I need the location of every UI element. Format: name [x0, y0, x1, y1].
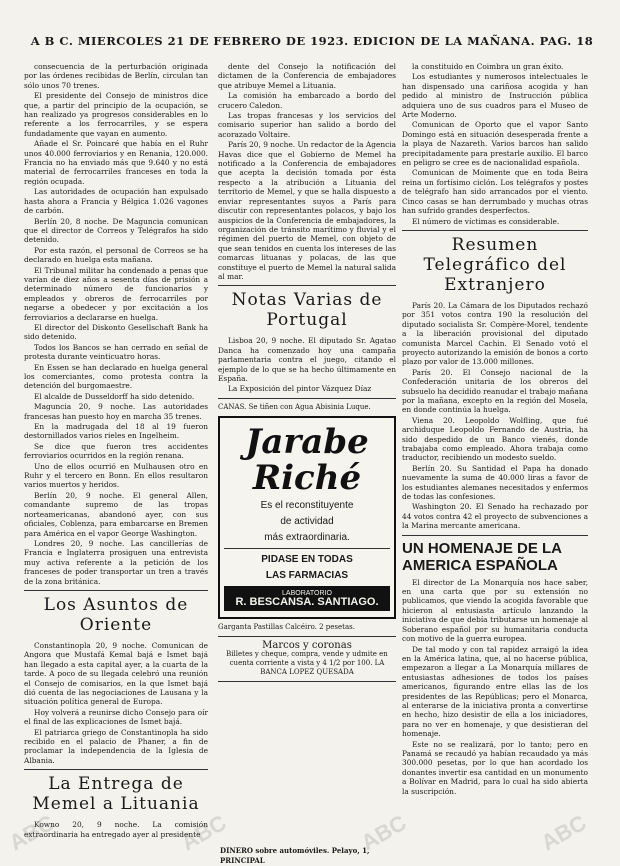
paragraph: Este no se realizará, por lo tanto; pero en Panamá se recaudó ya habían recaudado ya más 300.000 pesetas, por lo que han acordado los donantes invertir esa cantidad en un monumento a Bolívar en Madrid, para lo cual ha sido abierta la suscripción.	[402, 739, 588, 796]
abc-watermark: ABC	[356, 809, 411, 856]
paragraph: De tal modo y con tal rapidez arraigó la idea en la América latina, que, al no hacerse pública, empezaron a llegar a La Monarquía millares de entusiastas adhesiones de todos los países americanos, figurando entre ellas las de los presidentes de las Repúblicas; pero el Monarca, al enterarse de la iniciativa pronta a convertirse en hecho, hizo desistir de ella a los iniciadores, para no ver en homenaje, y que desistieran del homenaje.	[402, 644, 588, 739]
paragraph: Constantinopla 20, 9 noche. Comunican de Angora que Mustafá Kemal bajá e Ismet bajá han llegado a esta capital ayer, a la cuarta de la tarde. A poco de su llegada celebró una reunión el Consejo de comisarios, en la que Ismet bajá dió cuenta de las negociaciones de Lausana y la situación política general de Europa.	[24, 640, 208, 707]
paragraph: Washington 20. El Senado ha rechazado por 44 votos contra 42 el proyecto de subvenciones a la Marina mercante americana.	[402, 502, 588, 531]
paragraph: El director de La Monarquía nos hace saber, en una carta que por su extensión no publicamos, que viendo la acogida favorable que hicieron al entusiasta artículo lanzando la iniciativa de que debía tributarse un homenaje al Soberano español por su humanitaria conducta con motivo de la guerra europea.	[402, 577, 588, 644]
paragraph: Las autoridades de ocupación han expulsado hasta ahora a Francia y Bélgica 1.026 vagones de carbón.	[24, 187, 208, 216]
paragraph: Lisboa 20, 9 noche. El diputado Sr. Agatao Danca ha comenzado hoy una campaña parlamentaria contra el juego, citando el ejemplo de lo que se ha hecho últimamente en España.	[218, 336, 396, 383]
divider	[402, 230, 588, 231]
col1-paragraphs	[24, 62, 208, 586]
column-2	[218, 62, 396, 686]
paragraph: El patriarca griego de Constantinopla ha sido recibido en el palacio de Phaner, a fin de proclamar la independencia de la Iglesia de Albania.	[24, 727, 208, 765]
column-1	[24, 62, 208, 840]
paragraph: París 20. El Consejo nacional de la Confederación unitaria de los obreros del subsuelo ha decidido reanudar el trabajo mañana por la mañana, excepto en la región del Mosela, en donde continúa la huelga.	[402, 367, 588, 415]
ad-lab-name: R. BESCANSA. SANTIAGO.	[235, 596, 379, 609]
divider	[218, 398, 396, 399]
divider	[224, 548, 390, 549]
divider	[218, 636, 396, 637]
paragraph: Las tropas francesas y los servicios del comisario superior han salido a bordo del acorazado Voltaire.	[218, 111, 396, 139]
paragraph: Los estudiantes y numerosos intelectuales le han dispensado una cariñosa acogida y han pedido al ministro de Instrucción pública adquiera uno de sus cuadros para el Museo de Arte Moderno.	[402, 72, 588, 120]
paragraph: Berlín 20, 9 noche. El general Allen, comandante supremo de las tropas norteamericanas, abandonó ayer, con sus oficiales, Coblenza, para embarcarse en Bremen para América en el vapor George Washington.	[24, 490, 208, 538]
ad-line: de actividad	[280, 515, 334, 527]
canas-notice: CANAS. Se tiñen con Agua Abisinia Luque.	[218, 402, 371, 411]
paragraph: Berlín 20, 8 noche. De Maguncia comunican que el director de Correos y Telégrafos ha sido detenido.	[24, 216, 208, 245]
ad-line: más extraordinaria.	[264, 531, 350, 543]
ad-brand: Jarabe Riché	[245, 421, 369, 498]
paragraph: consecuencia de la perturbación originada por las órdenes recibidas de Berlín, circulan tan sólo unos 70 trenes.	[24, 62, 208, 90]
ad-line: Es el reconstituyente	[260, 499, 354, 511]
marcos-text: Billetes y cheque, compra, vende y udmite en cuenta corriente a vista y 4 1/2 por 100. LA BANCA LOPEZ QUESADA	[226, 649, 388, 676]
headline-entrega-memel: La Entrega de Memel a Lituania	[32, 774, 200, 815]
paragraph: Kowno 20, 9 noche. La comisión extraordinaria ha entregado ayer al presidente	[24, 820, 208, 839]
headline-resumen-telegrafico: Resumen Telegráfico del Extranjero	[423, 234, 567, 295]
divider	[24, 769, 208, 770]
paragraph: Añade el Sr. Poincaré que había en el Ruhr unos 40.000 ferroviarios y en Renania, 120.000. Francia no ha enviado más que 9.640 y no está material de ferrocarriles franceses en toda la región ocupada.	[24, 139, 208, 186]
ad-lab-bar	[224, 586, 390, 611]
abc-watermark: ABC	[176, 809, 231, 856]
divider	[218, 681, 396, 682]
abc-watermark: ABC	[536, 809, 591, 856]
paragraph: la constituido en Coimbra un gran éxito.	[412, 62, 564, 71]
ad-line: LAS FARMACIAS	[265, 569, 349, 581]
garganta-notice: Garganta Pastillas Calcéiro. 2 pesetas.	[218, 622, 355, 631]
paragraph: Se dice que fueron tres accidentes ferroviarios ocurridos en la región renana.	[24, 441, 208, 461]
jarabe-riche-ad	[218, 416, 396, 619]
paragraph: París 20, 9 noche. Un redactor de la Agencia Havas dice que el Gobierno de Memel ha notificado a la Conferencia de embajadores que acepta la decisión tomada por ésta respecto a la atribución a Lituania del territorio de Memel, y que se halla dispuesto a enviar representantes suyos a París para discutir con representantes polacos, y bajo los auspicios de la Conferencia de embajadores, la organización de tránsito marítimo y fluvial y el régimen del puerto de Memel, con objeto de que sean tenidos en cuenta los intereses de las comarcas lituanas y polacas, de las que constituye el puerto de Memel la natural salida al mar.	[218, 140, 396, 281]
headline-homenaje: UN HOMENAJE DE LA AMERICA ESPAÑOLA	[402, 539, 562, 574]
divider	[24, 590, 208, 591]
ad-lab-label: LABORATORIO	[282, 589, 332, 597]
page-header: A B C. MIERCOLES 21 DE FEBRERO DE 1923. EDICION DE LA MAÑANA. PAG. 18	[30, 34, 594, 48]
paragraph: Hoy volverá a reunirse dicho Consejo para oír el final de las explicaciones de Ismet bajá.	[24, 707, 208, 727]
paragraph: El Tribunal militar ha condenado a penas que varían de diez años a sesenta días de prisión a determinado número de funcionarios y empleados y obreros de ferrocarriles por negarse a obedecer y por excitación a los ferroviarios a declararse en huelga.	[24, 265, 208, 322]
paragraph: Por esta razón, el personal de Correos se ha declarado en huelga esta mañana.	[24, 245, 208, 265]
abc-watermark: ABC	[4, 809, 59, 856]
headline-notas-portugal: Notas Varias de Portugal	[231, 290, 383, 331]
ad-line: PIDASE EN TODAS	[261, 553, 353, 565]
headline-asuntos-oriente: Los Asuntos de Oriente	[43, 594, 189, 635]
paragraph: El número de víctimas es considerable.	[412, 216, 560, 226]
dinero-text: DINERO sobre automóviles. Pelayo, 1, PRINCIPAL	[220, 846, 370, 865]
paragraph: Berlín 20. Su Santidad el Papa ha donado nuevamente la suma de 40.000 liras a favor de los estudiantes alemanes necesitados y enfermos de todas las confesiones.	[402, 463, 588, 502]
paragraph: dente del Consejo la notificación del dictamen de la Conferencia de embajadores que atribuye Memel a Lituania.	[218, 62, 396, 90]
divider	[402, 535, 588, 536]
paragraph: El alcalde de Dusseldorff ha sido detenido.	[34, 391, 195, 401]
paragraph: Maguncia 20, 9 noche. Las autoridades francesas han puesto hoy en marcha 35 trenes.	[24, 402, 208, 421]
paragraph: Viena 20. Leopoldo Wolfling, que fué archiduque Leopoldo Fernando de Austria, ha sido despedido de un Banco vienés, donde trabajaba como empleado. Ahora trabaja como traductor, recibiendo un modesto sueldo.	[402, 415, 588, 463]
paragraph: Comunican de Moimente que en toda Beira reina un fortísimo ciclón. Los telégrafos y postes de telégrafo han sido arrancados por el viento. Cinco casas se han derrumbado y muchas otras han sufrido grandes desperfectos.	[402, 168, 588, 216]
paragraph: Londres 20, 9 noche. Las cancillerías de Francia e Inglaterra prosiguen una entrevista muy activa referente a la petición de los franceses de poder transportar un tren a través de la zona británica.	[24, 538, 208, 586]
paragraph: En la madrugada del 18 al 19 fueron destornillados varios rieles en Ingelheim.	[24, 422, 208, 441]
marcos-title: Marcos y coronas	[262, 639, 352, 651]
paragraph: París 20. La Cámara de los Diputados rechazó por 351 votos contra 190 la resolución del diputado socialista Sr. Compère-Morel, tendente a la liberación provisional del diputado comunista Marcel Cachin. El Senado votó el proyecto autorizando la emisión de bonos a corto plazo por valor de 13.000 millones.	[402, 300, 588, 367]
paragraph: El director del Diskonto Gesellschaft Bank ha sido detenido.	[24, 322, 208, 342]
paragraph: La Exposición del pintor Vázquez Díaz	[228, 384, 372, 394]
paragraph: La comisión ha embarcado a bordo del crucero Caledon.	[218, 91, 396, 110]
paragraph: En Essen se han declarado en huelga general los comerciantes, como protesta contra la detención del burgomaestre.	[24, 362, 208, 391]
paragraph: Comunican de Oporto que el vapor Santo Domingo está en situación desesperada frente a la playa de Nazareth. Varios barcos han salido precipitadamente para prestarle auxilio. El barco en peligro se cree es de nacionalidad española.	[402, 120, 588, 168]
column-3	[402, 62, 588, 797]
paragraph: El presidente del Consejo de ministros dice que, a partir del principio de la ocupación, se han realizado ya progresos considerables en lo referente a los ferrocarriles, y se espera fundadamente que vayan en aumento.	[24, 91, 208, 138]
paragraph: Uno de ellos ocurrió en Mulhausen otro en Ruhr y el tercero en Bonn. En ellos resultaron varios muertos y heridos.	[24, 461, 208, 490]
paragraph: Todos los Bancos se han cerrado en señal de protesta durante veinticuatro horas.	[24, 342, 208, 362]
divider	[218, 285, 396, 286]
